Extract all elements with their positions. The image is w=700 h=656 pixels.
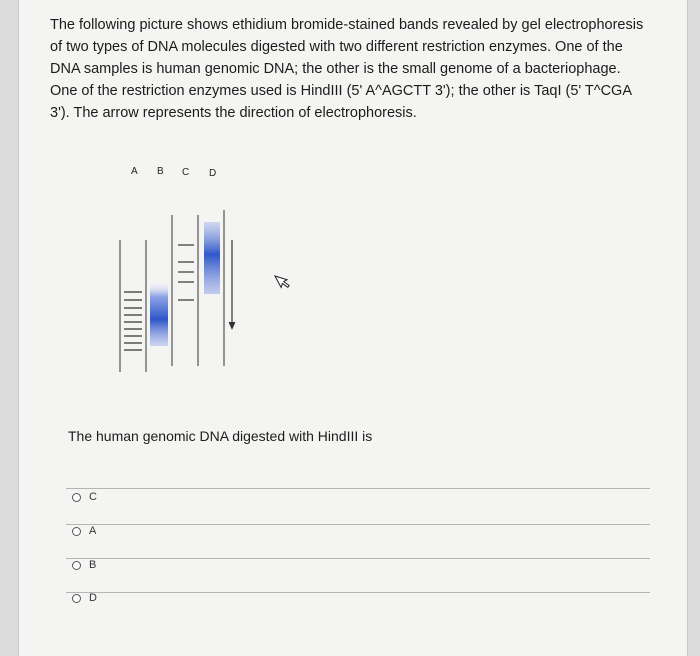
lane-label-a: A (131, 166, 138, 177)
answer-option-c[interactable] (72, 491, 97, 503)
radio-button[interactable] (72, 493, 81, 502)
question-text: The following picture shows ethidium bromide-stained bands revealed by gel electrophoresis of two types of DNA molecules digested with two different restriction enzymes. One of the DNA samples is human genomic DNA; the other is the small genome of a bacteriophage. One of the restriction enzymes used is HindIII (5' A^AGCTT 3'); the other is TaqI (5' T^CGA 3'). The arrow represents the direction of electrophoresis. (50, 17, 644, 121)
lane-label-d: D (209, 168, 217, 179)
divider (66, 592, 650, 593)
option-label: A (89, 525, 97, 537)
answer-option-a[interactable] (72, 525, 96, 537)
lane-label-c: C (182, 167, 190, 178)
radio-button[interactable] (72, 594, 81, 603)
subquestion-text: The human genomic DNA digested with HindIII is (68, 428, 373, 444)
answer-option-d[interactable] (72, 592, 97, 604)
lane-label-b: B (157, 166, 164, 177)
answer-option-b[interactable] (72, 559, 96, 571)
divider (66, 524, 650, 525)
radio-button[interactable] (72, 527, 81, 536)
radio-button[interactable] (72, 561, 81, 570)
divider (66, 488, 650, 489)
option-label: D (89, 592, 97, 604)
option-label: B (89, 559, 97, 571)
divider (66, 558, 650, 559)
option-label: C (89, 491, 97, 503)
